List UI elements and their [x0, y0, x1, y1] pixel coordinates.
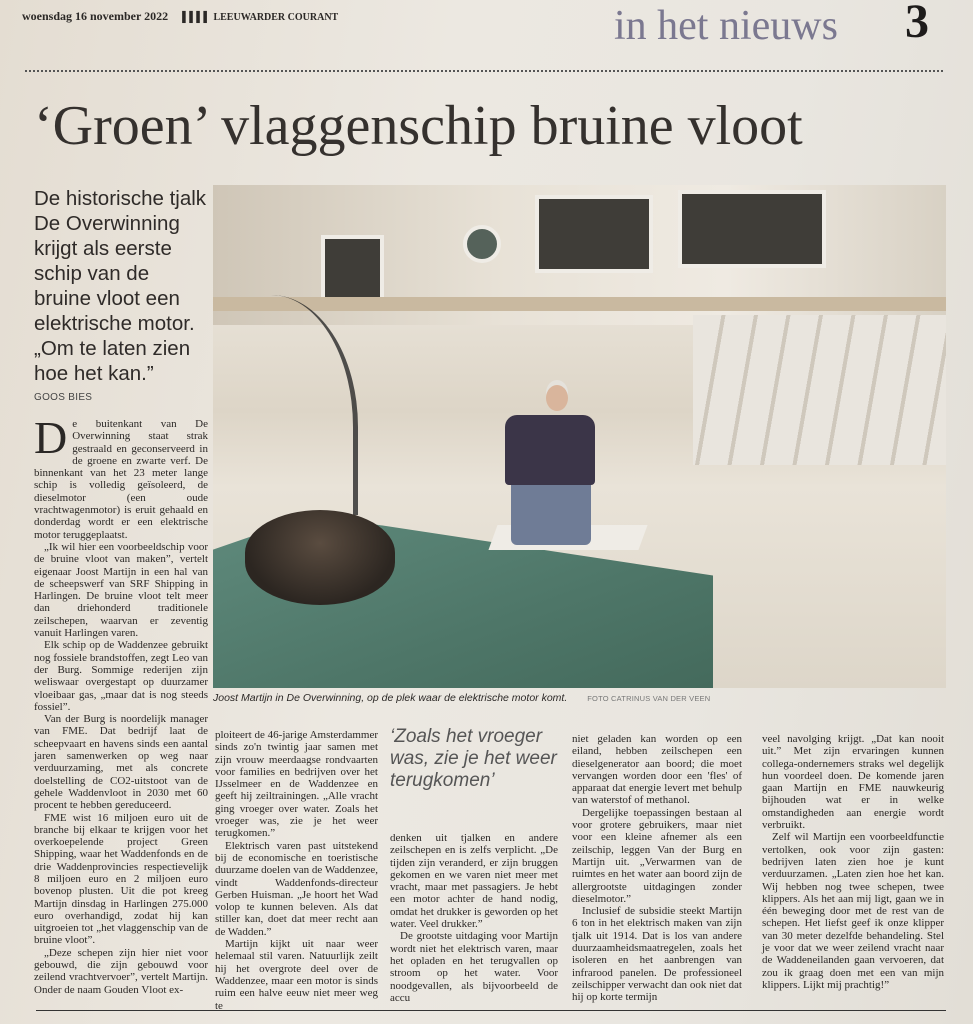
- intro-text: De historische tjalk De Overwinning krijgt als eerste schip van de bruine vloot een elektrische motor. „Om te laten zien hoe het kan.”: [34, 187, 207, 385]
- paragraph: „Ik wil hier een voorbeeldschip voor de bruine vloot van maken”, vertelt eigenaar Joost Martijn in een hal van de scheepswerf van SRF Shipping in Harlingen. De bruine vloot telt meer dan driehonderd traditionele zeilschepen, waarvan er zeventig vanuit Harlingen varen.: [34, 540, 208, 640]
- newspaper-name: [182, 12, 338, 23]
- paragraph: Martijn kijkt uit naar weer helemaal stil varen. Natuurlijk zeilt hij het overgrote deel over de Waddenzee, maar een motor is sinds ruim een halve eeuw niet meer weg te: [215, 938, 378, 1012]
- paragraph: denken uit tjalken en andere zeilschepen en is zelfs verplicht. „De tijden zijn veranderd, er zijn bruggen gekomen en we varen niet meer met vracht, maar met passagiers. Je hebt een motor achter de hand nodig, omdat het drukker is geworden op het water. Veel drukker.”: [390, 832, 558, 931]
- headline: ‘Groen’ vlaggenschip bruine vloot: [34, 95, 803, 157]
- article-column-3: [390, 832, 558, 1004]
- photo-window: [535, 195, 653, 273]
- article-column-1: [34, 412, 208, 996]
- left-column: [34, 186, 208, 996]
- paragraph: Van der Burg is noordelijk manager van FME. Dat bedrijf laat de scheepvaart en havens sinds een aantal jaren samenwerken op weg naar verduurzaming, met als concrete doelstelling de CO2-uitstoot van de gehele Waddenvloot in 2030 met 60 procent te hebben gereduceerd.: [34, 713, 208, 812]
- paragraph-text: e buitenkant van De Overwinning staat strak gestraald en geconserveerd in de groene en zwarte verf. De binnenkant van het 23 meter lange schip is volledig geïsoleerd, de dieselmotor (een oude vrachtwagenmotor) is eruit gehaald en donderdag wordt er een elektrische motor teruggeplaatst.: [34, 418, 208, 541]
- paragraph: veel navolging krijgt. „Dat kan nooit uit.” Met zijn ervaringen kunnen collega-ondernemers straks wel degelijk hun voordeel doen. De komende jaren gaan Martijn en FME nauwkeurig bijhouden wat er in welke omstandigheden aan energie wordt verbruikt.: [762, 733, 944, 832]
- photo-person-head: [546, 385, 568, 411]
- bottom-divider: [36, 1010, 946, 1011]
- masthead-row: [22, 9, 338, 24]
- paragraph: Elk schip op de Waddenzee gebruikt nog fossiele brandstoffen, zegt Leo van der Burg. Sommige rederijen zijn weliswaar overgestapt op duurzamer vloeibaar gas, „maar dat is nog steeds fossiel”.: [34, 639, 208, 713]
- article-column-2: [215, 729, 378, 1012]
- photo-porthole: [463, 225, 501, 263]
- photo-person-body: [505, 415, 595, 485]
- article-column-4: [572, 733, 742, 1004]
- paragraph: niet geladen kan worden op een eiland, hebben zeilschepen een dieselgenerator aan boord; die moet vervangen worden door een 'fles' of apparaat dat energie levert met behulp van waterstof of methanol.: [572, 733, 742, 807]
- page-number: 3: [905, 0, 929, 48]
- drop-cap: D: [34, 412, 68, 463]
- photo-cables: [213, 295, 358, 515]
- photo-credit: FOTO CATRINUS VAN DER VEEN: [587, 694, 711, 703]
- paragraph: Inclusief de subsidie steekt Martijn 6 ton in het elektrisch maken van zijn tjalk uit 1914. Dat is los van andere duurzaamheidsmaatregelen, zoals het isoleren en het aanbrengen van infrarood panelen. De professioneel zeilschipper verwacht dan ook niet dat hij op korte termijn: [572, 905, 742, 1004]
- section-title: in het nieuws: [614, 3, 838, 49]
- photo-planks: [693, 315, 946, 465]
- paragraph: [34, 412, 208, 541]
- paragraph: Elektrisch varen past uitstekend bij de economische en toeristische duurzame doelen van de Waddenzee, vindt Waddenfonds-directeur Gerben Huisman. „Je hoort het Wad volop te kunnen beleven. Als dat stiller kan, doet dat meer recht aan de Wadden.”: [215, 839, 378, 938]
- paragraph: De grootste uitdaging voor Martijn wordt niet het elektrisch varen, maar het opladen en het terugvallen op stroom op het water. Voor noodgevallen, als bijvoorbeeld de accu: [390, 930, 558, 1004]
- paragraph: ploiteert de 46-jarige Amsterdammer sinds zo'n twintig jaar samen met zijn vrouw meerdaagse rondvaarten voor families en bedrijven over het IJsselmeer en de Waddenzee en geeft hij zeiltrainingen. „Alle vracht ging vroeger over water. Zoals het vroeger was, zie je het weer terugkomen.”: [215, 729, 378, 840]
- article-photo: [213, 185, 946, 688]
- paragraph: „Deze schepen zijn hier niet voor gebouwd, die zijn gebouwd voor zeilend vrachtvervoer”, vertelt Martijn. Onder de naam Gouden Vloot ex-: [34, 946, 208, 996]
- paragraph: FME wist 16 miljoen euro uit de branche bij elkaar te krijgen voor het overkoepelende project Green Shipping, waar het Waddenfonds en de drie Waddenprovincies respectievelijk 8 miljoen euro en 2 miljoen euro bovenop plusten. Uit die pot kreeg Martijn dinsdag in Harlingen 275.000 euro overhandigd, zodat hij kan uitgroeien tot „het vlaggenschip van de bruine vloot”.: [34, 811, 208, 947]
- photo-caption: Joost Martijn in De Overwinning, op de plek waar de elektrische motor komt.: [213, 692, 568, 704]
- photo-bucket: [245, 510, 395, 605]
- byline: GOOS BIES: [34, 392, 93, 403]
- logo-bars-icon: ▌▌▌▌: [182, 12, 211, 23]
- paragraph: Dergelijke toepassingen bestaan al voor grotere gebruikers, maar niet voor een kleine afnemer als een zeilschip, leggen Van der Burg en Martijn uit. „Verwarmen van de ruimtes en het water aan boord zijn de allergrootste uitdagingen zonder dieselmotor.”: [572, 806, 742, 905]
- dotted-divider: [25, 70, 943, 72]
- column-3-block: [390, 726, 558, 1004]
- paragraph: Zelf wil Martijn een voorbeeldfunctie vertolken, ook voor zijn gasten: bedrijven laten zien hoe je kunt verduurzamen. „Laten zien hoe het kan. Wij hebben nog twee schepen, twee klippers. Als het aan mij ligt, gaan we in één beweging door met de rest van de schepen. Het liefst geef ik onze klipper van 30 meter dezelfde behandeling. Stel je voor dat we weer zeilend vracht naar de Waddeneilanden gaan vervoeren, dat zou ik graag doen met een van mijn klippers. Lijkt mij prachtig!”: [762, 831, 944, 991]
- photo-caption-row: [213, 692, 946, 704]
- photo-window: [678, 190, 826, 268]
- photo-hatch: [321, 235, 384, 303]
- pull-quote: ‘Zoals het vroeger was, zie je het weer terugkomen’: [390, 726, 557, 791]
- newspaper-name-text: LEEUWARDER COURANT: [213, 12, 339, 23]
- article-column-5: [762, 733, 944, 991]
- issue-date: woensdag 16 november 2022: [22, 9, 169, 23]
- photo-beam: [213, 297, 946, 311]
